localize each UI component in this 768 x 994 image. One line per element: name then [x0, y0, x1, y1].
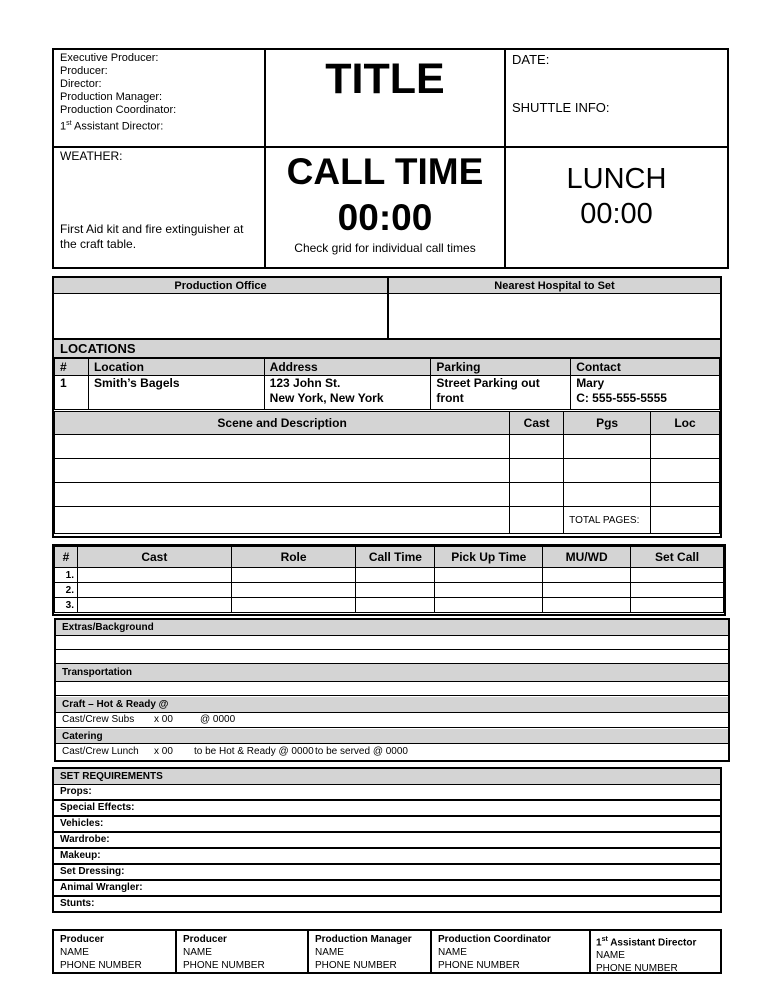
crew-list: [60, 52, 260, 134]
extras-label: Extras/Background: [56, 620, 728, 636]
set-call-cell[interactable]: [631, 583, 724, 598]
scene-cast-cell[interactable]: [510, 435, 564, 459]
table-row: [55, 376, 720, 410]
scene-loc-cell[interactable]: [651, 483, 720, 507]
location-address: 123 John St. New York, New York: [264, 376, 431, 410]
total-pages-label: TOTAL PAGES:: [564, 507, 651, 534]
scene-cell[interactable]: [55, 459, 510, 483]
divider: [504, 48, 506, 269]
table-row: [55, 459, 720, 483]
craft-subs-text: Cast/Crew Subs: [62, 714, 135, 725]
cast-cell[interactable]: [77, 568, 231, 583]
row-number: 1.: [55, 568, 78, 583]
divider: [307, 929, 309, 974]
footer-contact: [315, 933, 412, 972]
requirement-row[interactable]: Makeup:: [54, 849, 720, 865]
crew-label: Production Manager:: [60, 91, 163, 103]
divider: [52, 146, 729, 148]
pickup-cell[interactable]: [435, 583, 543, 598]
requirement-row[interactable]: Props:: [54, 785, 720, 801]
contact-role: 1st Assistant Director: [596, 936, 697, 949]
role-cell[interactable]: [231, 598, 356, 613]
first-aid-note: First Aid kit and fire extinguisher at the craft table.: [60, 222, 244, 251]
row-number: 2.: [55, 583, 78, 598]
contact-name: NAME: [60, 947, 89, 958]
col-header: Call Time: [356, 547, 435, 568]
requirements-heading: SET REQUIREMENTS: [54, 769, 720, 785]
catering-label: Catering: [56, 729, 728, 744]
locations-heading: [54, 340, 720, 358]
muwd-cell[interactable]: [543, 598, 631, 613]
call-time-cell[interactable]: [356, 598, 435, 613]
contact-phone: PHONE NUMBER: [315, 960, 397, 971]
scene-cast-cell[interactable]: [510, 483, 564, 507]
requirement-row[interactable]: Stunts:: [60, 898, 95, 909]
crew-label: Executive Producer:: [60, 52, 159, 64]
transport-label: Transportation: [56, 664, 728, 682]
col-header: Cast: [510, 412, 564, 435]
table-row: [55, 583, 724, 598]
locations-table: [54, 358, 720, 410]
scene-loc-cell[interactable]: [651, 507, 720, 534]
divider: [430, 929, 432, 974]
scene-cast-cell[interactable]: [510, 507, 564, 534]
table-row: [55, 507, 720, 534]
col-header: Loc: [651, 412, 720, 435]
shuttle-label: SHUTTLE INFO:: [512, 100, 610, 115]
lunch-value: 00:00: [580, 198, 653, 230]
call-time-label: CALL TIME: [286, 151, 484, 192]
catering-line: [56, 744, 728, 760]
col-header: Parking: [431, 359, 571, 376]
contact-role: Production Coordinator: [438, 934, 551, 945]
requirement-row[interactable]: Vehicles:: [54, 817, 720, 833]
contact-phone: PHONE NUMBER: [596, 963, 678, 975]
scene-loc-cell[interactable]: [651, 459, 720, 483]
call-time-note: Check grid for individual call times: [294, 241, 476, 255]
requirement-row[interactable]: Set Dressing:: [54, 865, 720, 881]
call-time-cell[interactable]: [356, 568, 435, 583]
craft-label: Craft – Hot & Ready @: [56, 697, 728, 713]
table-row: [55, 483, 720, 507]
set-call-cell[interactable]: [631, 568, 724, 583]
col-header: #: [55, 359, 89, 376]
scene-pgs-cell[interactable]: [564, 459, 651, 483]
contact-role: Producer: [60, 934, 104, 945]
page-title: TITLE: [325, 55, 445, 103]
col-header: Address: [264, 359, 431, 376]
location-parking: Street Parking out front: [431, 376, 571, 410]
contact-name: NAME: [183, 947, 212, 958]
call-time-value: 00:00: [337, 197, 433, 238]
scenes-table: [54, 411, 720, 534]
location-contact: Mary C: 555-555-5555: [571, 376, 720, 410]
col-header: Contact: [571, 359, 720, 376]
craft-qty: x 00: [154, 714, 173, 725]
requirement-row[interactable]: Animal Wrangler:: [54, 881, 720, 897]
crew-label: Production Coordinator:: [60, 104, 177, 116]
requirement-row[interactable]: Wardrobe:: [54, 833, 720, 849]
crew-label: Director:: [60, 78, 102, 90]
col-header: Set Call: [631, 547, 724, 568]
pickup-cell[interactable]: [435, 598, 543, 613]
divider: [589, 929, 591, 974]
muwd-cell[interactable]: [543, 583, 631, 598]
lunch-line-text: Cast/Crew Lunch: [62, 746, 139, 757]
footer-contact: [183, 933, 265, 972]
muwd-cell[interactable]: [543, 568, 631, 583]
role-cell[interactable]: [231, 568, 356, 583]
lunch-label: LUNCH: [566, 163, 667, 195]
scene-cast-cell[interactable]: [510, 459, 564, 483]
date-label: DATE:: [512, 52, 550, 67]
contact-name: NAME: [596, 950, 625, 962]
scene-cell[interactable]: [55, 483, 510, 507]
contact-name: NAME: [315, 947, 344, 958]
scene-pgs-cell[interactable]: [564, 435, 651, 459]
contact-phone: PHONE NUMBER: [60, 960, 142, 971]
col-header: Scene and Description: [55, 412, 510, 435]
footer-contact: [596, 933, 696, 975]
col-header: Location: [88, 359, 264, 376]
col-header: Role: [231, 547, 356, 568]
weather-label: WEATHER:: [60, 149, 123, 163]
table-row: [55, 568, 724, 583]
scene-cell[interactable]: [55, 507, 510, 534]
locations-heading-text: LOCATIONS: [60, 341, 136, 356]
set-call-cell[interactable]: [631, 598, 724, 613]
contact-phone: PHONE NUMBER: [438, 960, 520, 971]
cast-cell[interactable]: [77, 583, 231, 598]
craft-subs-line: [56, 713, 728, 728]
extras-line[interactable]: [56, 650, 728, 664]
lunch-ready: to be Hot & Ready @ 0000: [194, 746, 314, 757]
pickup-cell[interactable]: [435, 568, 543, 583]
contact-role: Producer: [183, 934, 227, 945]
footer-contact: [60, 933, 142, 972]
cast-cell[interactable]: [77, 598, 231, 613]
location-name: Smith’s Bagels: [88, 376, 264, 410]
extras-line[interactable]: [56, 636, 728, 650]
col-header: MU/WD: [543, 547, 631, 568]
table-row: [55, 435, 720, 459]
scene-cell[interactable]: [55, 435, 510, 459]
contact-role: Production Manager: [315, 934, 412, 945]
cast-table: [54, 546, 724, 613]
production-office-label: Production Office: [174, 280, 267, 292]
crew-label: Producer:: [60, 65, 108, 77]
lunch-served: to be served @ 0000: [315, 746, 408, 757]
craft-time: @ 0000: [200, 714, 236, 725]
scene-pgs-cell[interactable]: [564, 483, 651, 507]
crew-label-first-ad: 1st Assistant Director:: [60, 120, 164, 133]
lunch-qty: x 00: [154, 746, 173, 757]
table-row: [55, 598, 724, 613]
divider: [175, 929, 177, 974]
requirements-list: [54, 785, 720, 913]
col-header: Cast: [77, 547, 231, 568]
col-header: #: [55, 547, 78, 568]
location-number: 1: [55, 376, 89, 410]
nearest-hospital-label: Nearest Hospital to Set: [494, 280, 615, 292]
call-time-cell[interactable]: [356, 583, 435, 598]
footer-contact: [438, 933, 551, 972]
requirement-row[interactable]: Special Effects:: [54, 801, 720, 817]
contact-phone: PHONE NUMBER: [183, 960, 265, 971]
scene-loc-cell[interactable]: [651, 435, 720, 459]
col-header: Pick Up Time: [435, 547, 543, 568]
transport-line[interactable]: [56, 682, 728, 696]
contact-name: NAME: [438, 947, 467, 958]
col-header: Pgs: [564, 412, 651, 435]
role-cell[interactable]: [231, 583, 356, 598]
row-number: 3.: [55, 598, 78, 613]
